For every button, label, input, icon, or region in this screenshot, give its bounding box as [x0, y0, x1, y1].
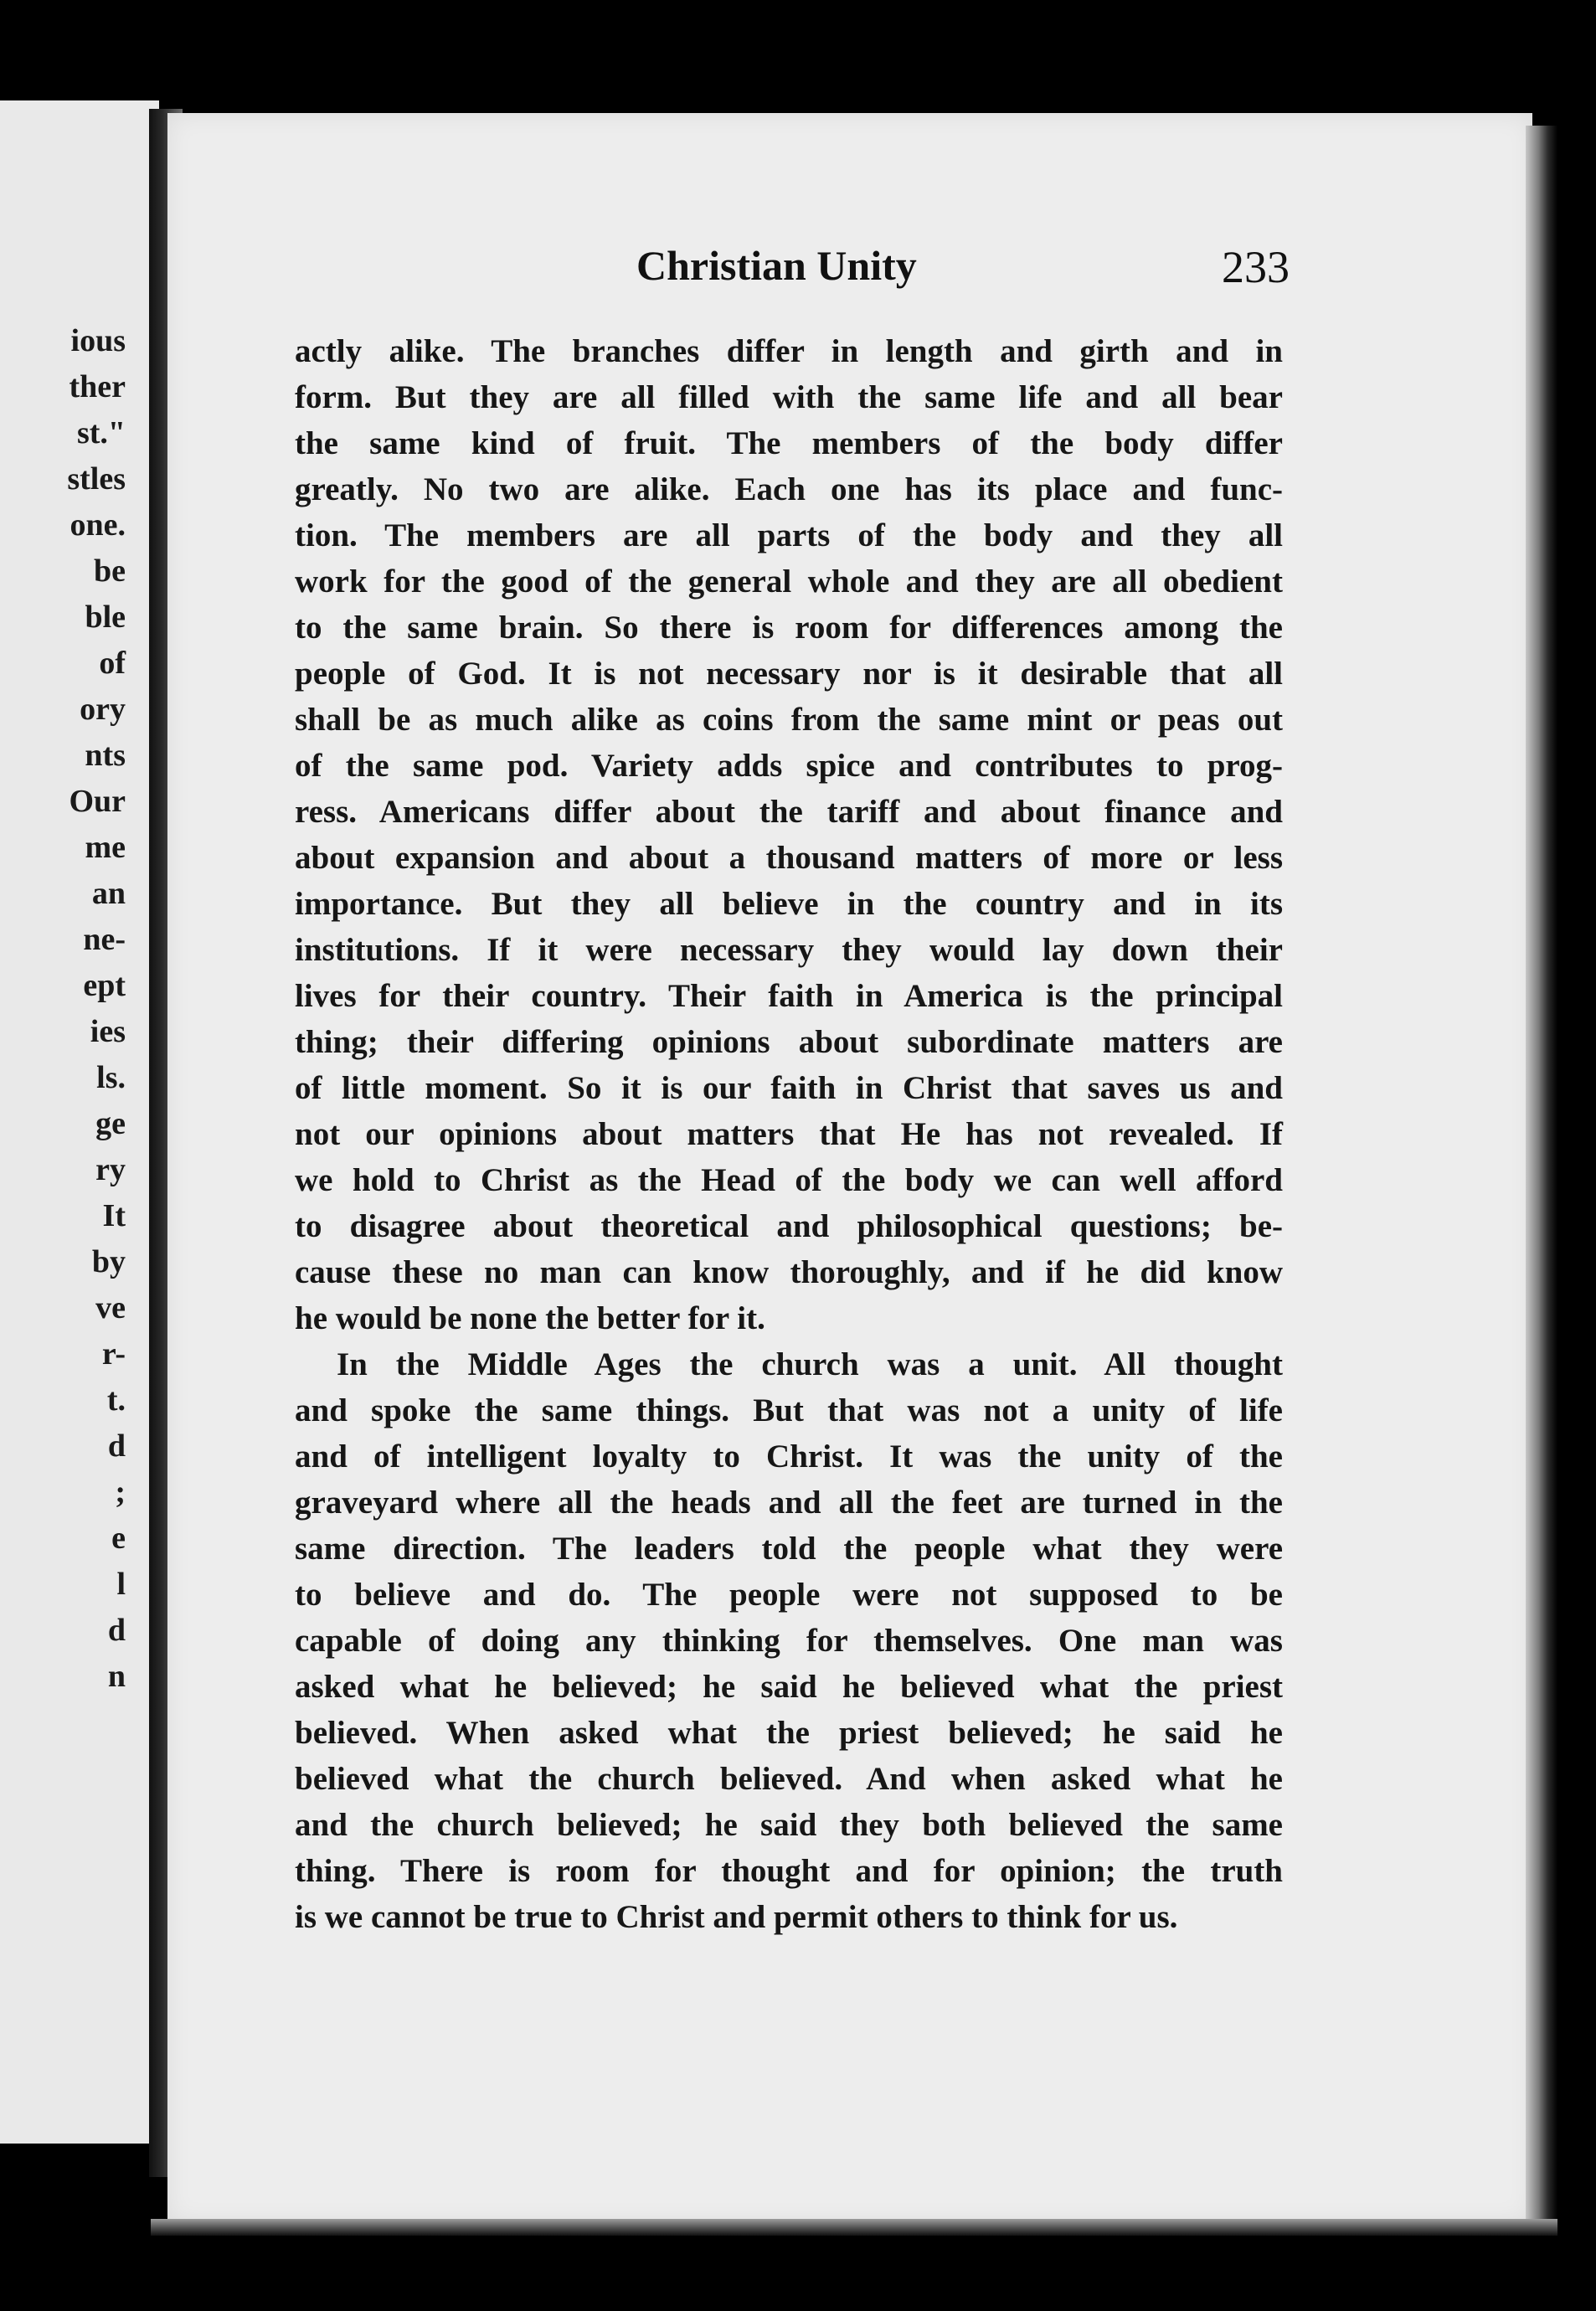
text-line: is we cannot be true to Christ and permit others to think for us. — [295, 1899, 1178, 1935]
text-line: thing. There is room for thought and for opinion; the truth — [295, 1853, 1283, 1889]
text-line: we hold to Christ as the Head of the body we can well afford — [295, 1162, 1283, 1198]
text-line: tion. The members are all parts of the body and they all — [295, 517, 1283, 553]
left-page-fragment-line: ies — [90, 1014, 126, 1049]
text-line: graveyard where all the heads and all the feet are turned in the — [295, 1485, 1283, 1521]
left-page-fragment-line: e — [111, 1521, 126, 1556]
left-page-fragment-line: an — [91, 876, 126, 911]
left-page-fragment-line: ept — [83, 968, 126, 1003]
left-page-fragment-line: Our — [69, 784, 126, 819]
left-page-fragment-line: nts — [85, 738, 126, 773]
left-page-fragment-line: one. — [70, 507, 126, 543]
left-page-fragment-line: r- — [101, 1336, 126, 1372]
body-text — [295, 328, 1283, 1940]
text-line: of the same pod. Variety adds spice and contributes to prog- — [295, 748, 1283, 784]
left-page-fragment-line: l — [116, 1567, 126, 1602]
text-line: believed. When asked what the priest believed; he said he — [295, 1715, 1283, 1751]
text-line: asked what he believed; he said he believed what the priest — [295, 1669, 1283, 1705]
text-line: and the church believed; he said they both believed the same — [295, 1807, 1283, 1843]
text-line: to believe and do. The people were not supposed to be — [295, 1577, 1283, 1613]
text-line: cause these no man can know thoroughly, and if he did know — [295, 1254, 1283, 1290]
text-line: thing; their differing opinions about subordinate matters are — [295, 1024, 1283, 1060]
page-number: 233 — [1222, 242, 1290, 292]
left-page-fragment-line: ry — [95, 1152, 126, 1187]
text-line: same direction. The leaders told the people what they were — [295, 1531, 1283, 1567]
text-line: not our opinions about matters that He has not revealed. If — [295, 1116, 1283, 1152]
left-page-fragment-line: ble — [85, 600, 126, 635]
left-page-fragment — [0, 100, 159, 2144]
text-line: shall be as much alike as coins from the same mint or peas out — [295, 702, 1283, 738]
left-page-fragment-line: me — [85, 830, 126, 865]
text-line: form. But they are all filled with the same life and all bear — [295, 379, 1283, 415]
text-line: and spoke the same things. But that was not a unity of life — [295, 1392, 1283, 1428]
text-line: believed what the church believed. And when asked what he — [295, 1761, 1283, 1797]
text-line: actly alike. The branches differ in length and girth and in — [295, 333, 1283, 369]
page-edge — [1526, 126, 1557, 2219]
text-line: he would be none the better for it. — [295, 1300, 765, 1336]
text-line: institutions. If it were necessary they would lay down their — [295, 932, 1283, 968]
text-line: capable of doing any thinking for themselves. One man was — [295, 1623, 1283, 1659]
left-page-fragment-line: ory — [80, 692, 126, 727]
text-line: to disagree about theoretical and philosophical questions; be- — [295, 1208, 1283, 1244]
left-page-fragment-line: d — [107, 1428, 126, 1464]
text-line: importance. But they all believe in the country and in its — [295, 886, 1283, 922]
left-page-fragment-line: ious — [70, 323, 126, 358]
text-line: lives for their country. Their faith in America is the principal — [295, 978, 1283, 1014]
text-line: to the same brain. So there is room for differences among the — [295, 610, 1283, 646]
left-page-fragment-line: ge — [95, 1106, 126, 1141]
left-page-fragment-line: d — [107, 1613, 126, 1648]
left-page-fragment-line: ; — [115, 1475, 126, 1510]
paragraph — [295, 1341, 1283, 1940]
left-page-fragment-line: ls. — [96, 1060, 126, 1095]
text-line: about expansion and about a thousand matters of more or less — [295, 840, 1283, 876]
text-line: and of intelligent loyalty to Christ. It was the unity of the — [295, 1439, 1283, 1475]
text-line: the same kind of fruit. The members of the body differ — [295, 425, 1283, 461]
left-page-text-fragments — [0, 318, 126, 1700]
left-page-fragment-line: of — [99, 646, 126, 681]
left-page-fragment-line: ne- — [83, 922, 126, 957]
text-line: people of God. It is not necessary nor is it desirable that all — [295, 656, 1283, 692]
text-line: of little moment. So it is our faith in Christ that saves us and — [295, 1070, 1283, 1106]
text-line: greatly. No two are alike. Each one has its place and func- — [295, 471, 1283, 507]
left-page-fragment-line: be — [94, 553, 126, 589]
left-page-fragment-line: n — [107, 1659, 126, 1694]
left-page-fragment-line: st." — [76, 415, 126, 450]
left-page-fragment-line: t. — [106, 1382, 126, 1418]
left-page-fragment-line: ve — [95, 1290, 126, 1325]
running-title: Christian Unity — [636, 242, 917, 289]
text-line: work for the good of the general whole and they are all obedient — [295, 564, 1283, 600]
left-page-fragment-line: by — [91, 1244, 126, 1279]
paragraph — [295, 328, 1283, 1341]
text-line: ress. Americans differ about the tariff and about finance and — [295, 794, 1283, 830]
left-page-fragment-line: ther — [69, 369, 126, 404]
left-page-fragment-line: stles — [67, 461, 126, 497]
left-page-fragment-line: It — [102, 1198, 126, 1233]
text-line: In the Middle Ages the church was a unit. All thought — [337, 1346, 1283, 1382]
page-bottom-edge — [151, 2219, 1557, 2236]
running-head — [469, 234, 1290, 301]
